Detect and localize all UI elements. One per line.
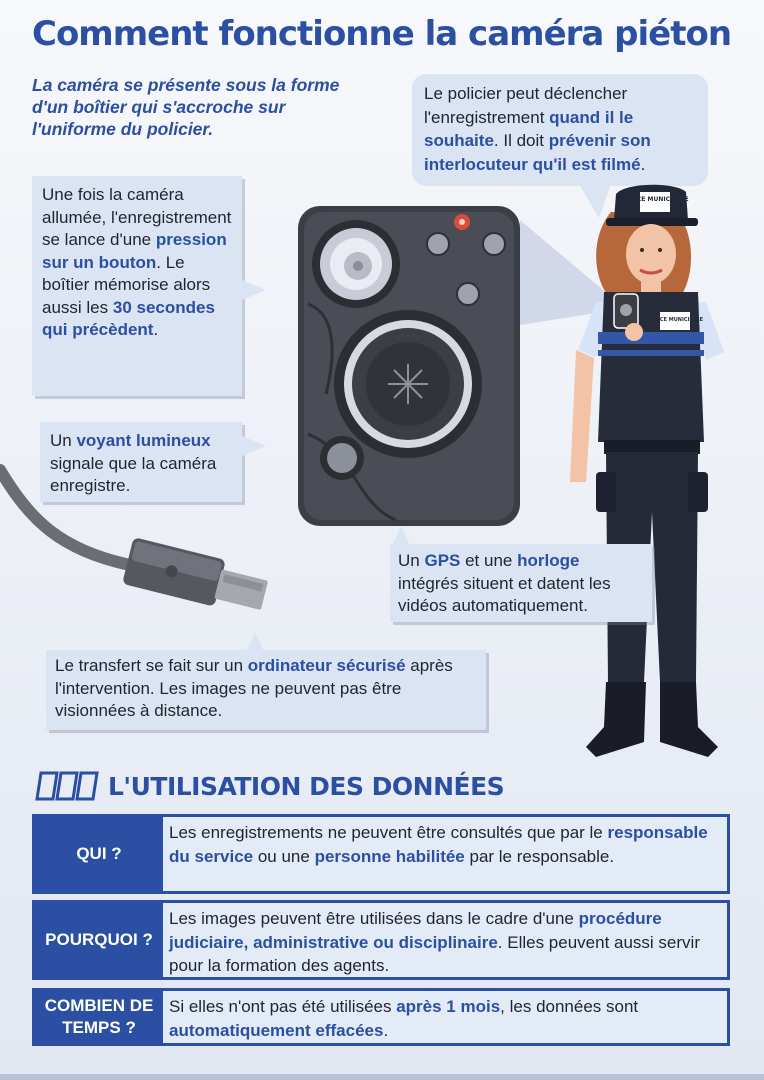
row-text-part: , les données sont — [500, 997, 639, 1016]
cap-badge-text: POLICE MUNICIPALE — [621, 196, 689, 203]
row-highlight: personne habilitée — [314, 846, 465, 866]
speech-bubble — [412, 74, 708, 186]
box-text: après l'intervention. Les images ne peuvent pas être visionnées à distance. — [55, 656, 453, 720]
row-text-part: Les enregistrements ne peuvent être consultés que par le — [169, 823, 608, 842]
box-pointer — [242, 280, 266, 300]
box-text: Une fois la caméra allumée, l'enregistrement se lance d'une — [42, 185, 232, 249]
row-text-part: Les images peuvent être utilisées dans le cadre d'une — [169, 909, 579, 928]
info-box-indicator-light — [40, 422, 242, 502]
row-highlight: responsable du service — [169, 823, 708, 866]
data-row-who — [32, 814, 730, 894]
section-title: L'UTILISATION DES DONNÉES — [108, 771, 505, 801]
camera-illustration — [296, 204, 524, 530]
bubble-text: . Il doit — [493, 131, 549, 150]
box-text: . — [153, 320, 159, 339]
box-text: signale que la caméra enregistre. — [50, 453, 217, 495]
row-label: POURQUOI ? — [45, 930, 153, 949]
intro-text: La caméra se présente sous la forme d'un boîtier qui s'accroche sur l'uniforme du policier. — [32, 75, 340, 139]
box-text: Un — [50, 431, 77, 450]
box-text: et une — [460, 551, 518, 570]
bubble-highlight: quand il le souhaite — [424, 107, 634, 150]
box-highlight: voyant lumineux — [76, 431, 211, 450]
row-text-part: . — [383, 1020, 389, 1040]
bottom-bar — [0, 1074, 764, 1080]
row-text — [163, 903, 727, 977]
info-box-transfer — [46, 650, 486, 730]
box-pointer — [392, 526, 410, 546]
row-highlight: automatiquement effacées — [169, 1020, 384, 1040]
row-text — [163, 817, 727, 891]
box-text: . Le boîtier mémorise alors aussi les — [42, 252, 211, 317]
box-pointer — [242, 436, 266, 456]
box-text: intégrés situent et datent les vidéos automatiquement. — [398, 573, 611, 615]
row-text-part: par le responsable. — [464, 846, 615, 866]
box-pointer — [246, 632, 264, 652]
section-heading — [34, 768, 504, 804]
row-text-part: . Elles peuvent aussi servir pour la formation des agents. — [169, 932, 700, 975]
row-text — [163, 991, 727, 1043]
bubble-highlight: prévenir son interlocuteur qu'il est filmé — [424, 131, 651, 174]
row-highlight: procédure judiciaire, administrative ou disciplinaire — [169, 909, 662, 952]
row-highlight: après 1 mois — [396, 997, 501, 1016]
page-title: Comment fonctionne la caméra piéton — [32, 14, 732, 54]
box-text: Le transfert se fait sur un — [55, 656, 248, 675]
row-text-part: ou une — [253, 846, 315, 866]
info-box-camera-on — [32, 176, 242, 396]
bubble-text: . — [640, 154, 646, 174]
box-highlight: ordinateur sécurisé — [247, 656, 406, 675]
bubble-text: Le policier peut déclencher l'enregistrement — [424, 84, 628, 127]
police-officer-illustration — [556, 182, 736, 782]
data-row-why — [32, 900, 730, 980]
box-highlight: pression sur un bouton — [42, 230, 227, 272]
box-highlight: horloge — [517, 551, 580, 570]
data-row-how-long — [32, 988, 730, 1046]
row-text-part: Si elles n'ont pas été utilisées — [169, 997, 397, 1016]
box-text: Un — [398, 551, 425, 570]
row-label: COMBIEN DE TEMPS ? — [44, 996, 154, 1037]
documents-icon — [34, 769, 100, 803]
box-highlight: GPS — [424, 551, 461, 570]
row-label: QUI ? — [76, 844, 122, 863]
vest-badge-text: POLICE MUNICIPALE — [646, 317, 704, 323]
box-highlight: 30 secondes qui précèdent — [42, 297, 215, 339]
info-box-gps-clock — [390, 544, 652, 622]
